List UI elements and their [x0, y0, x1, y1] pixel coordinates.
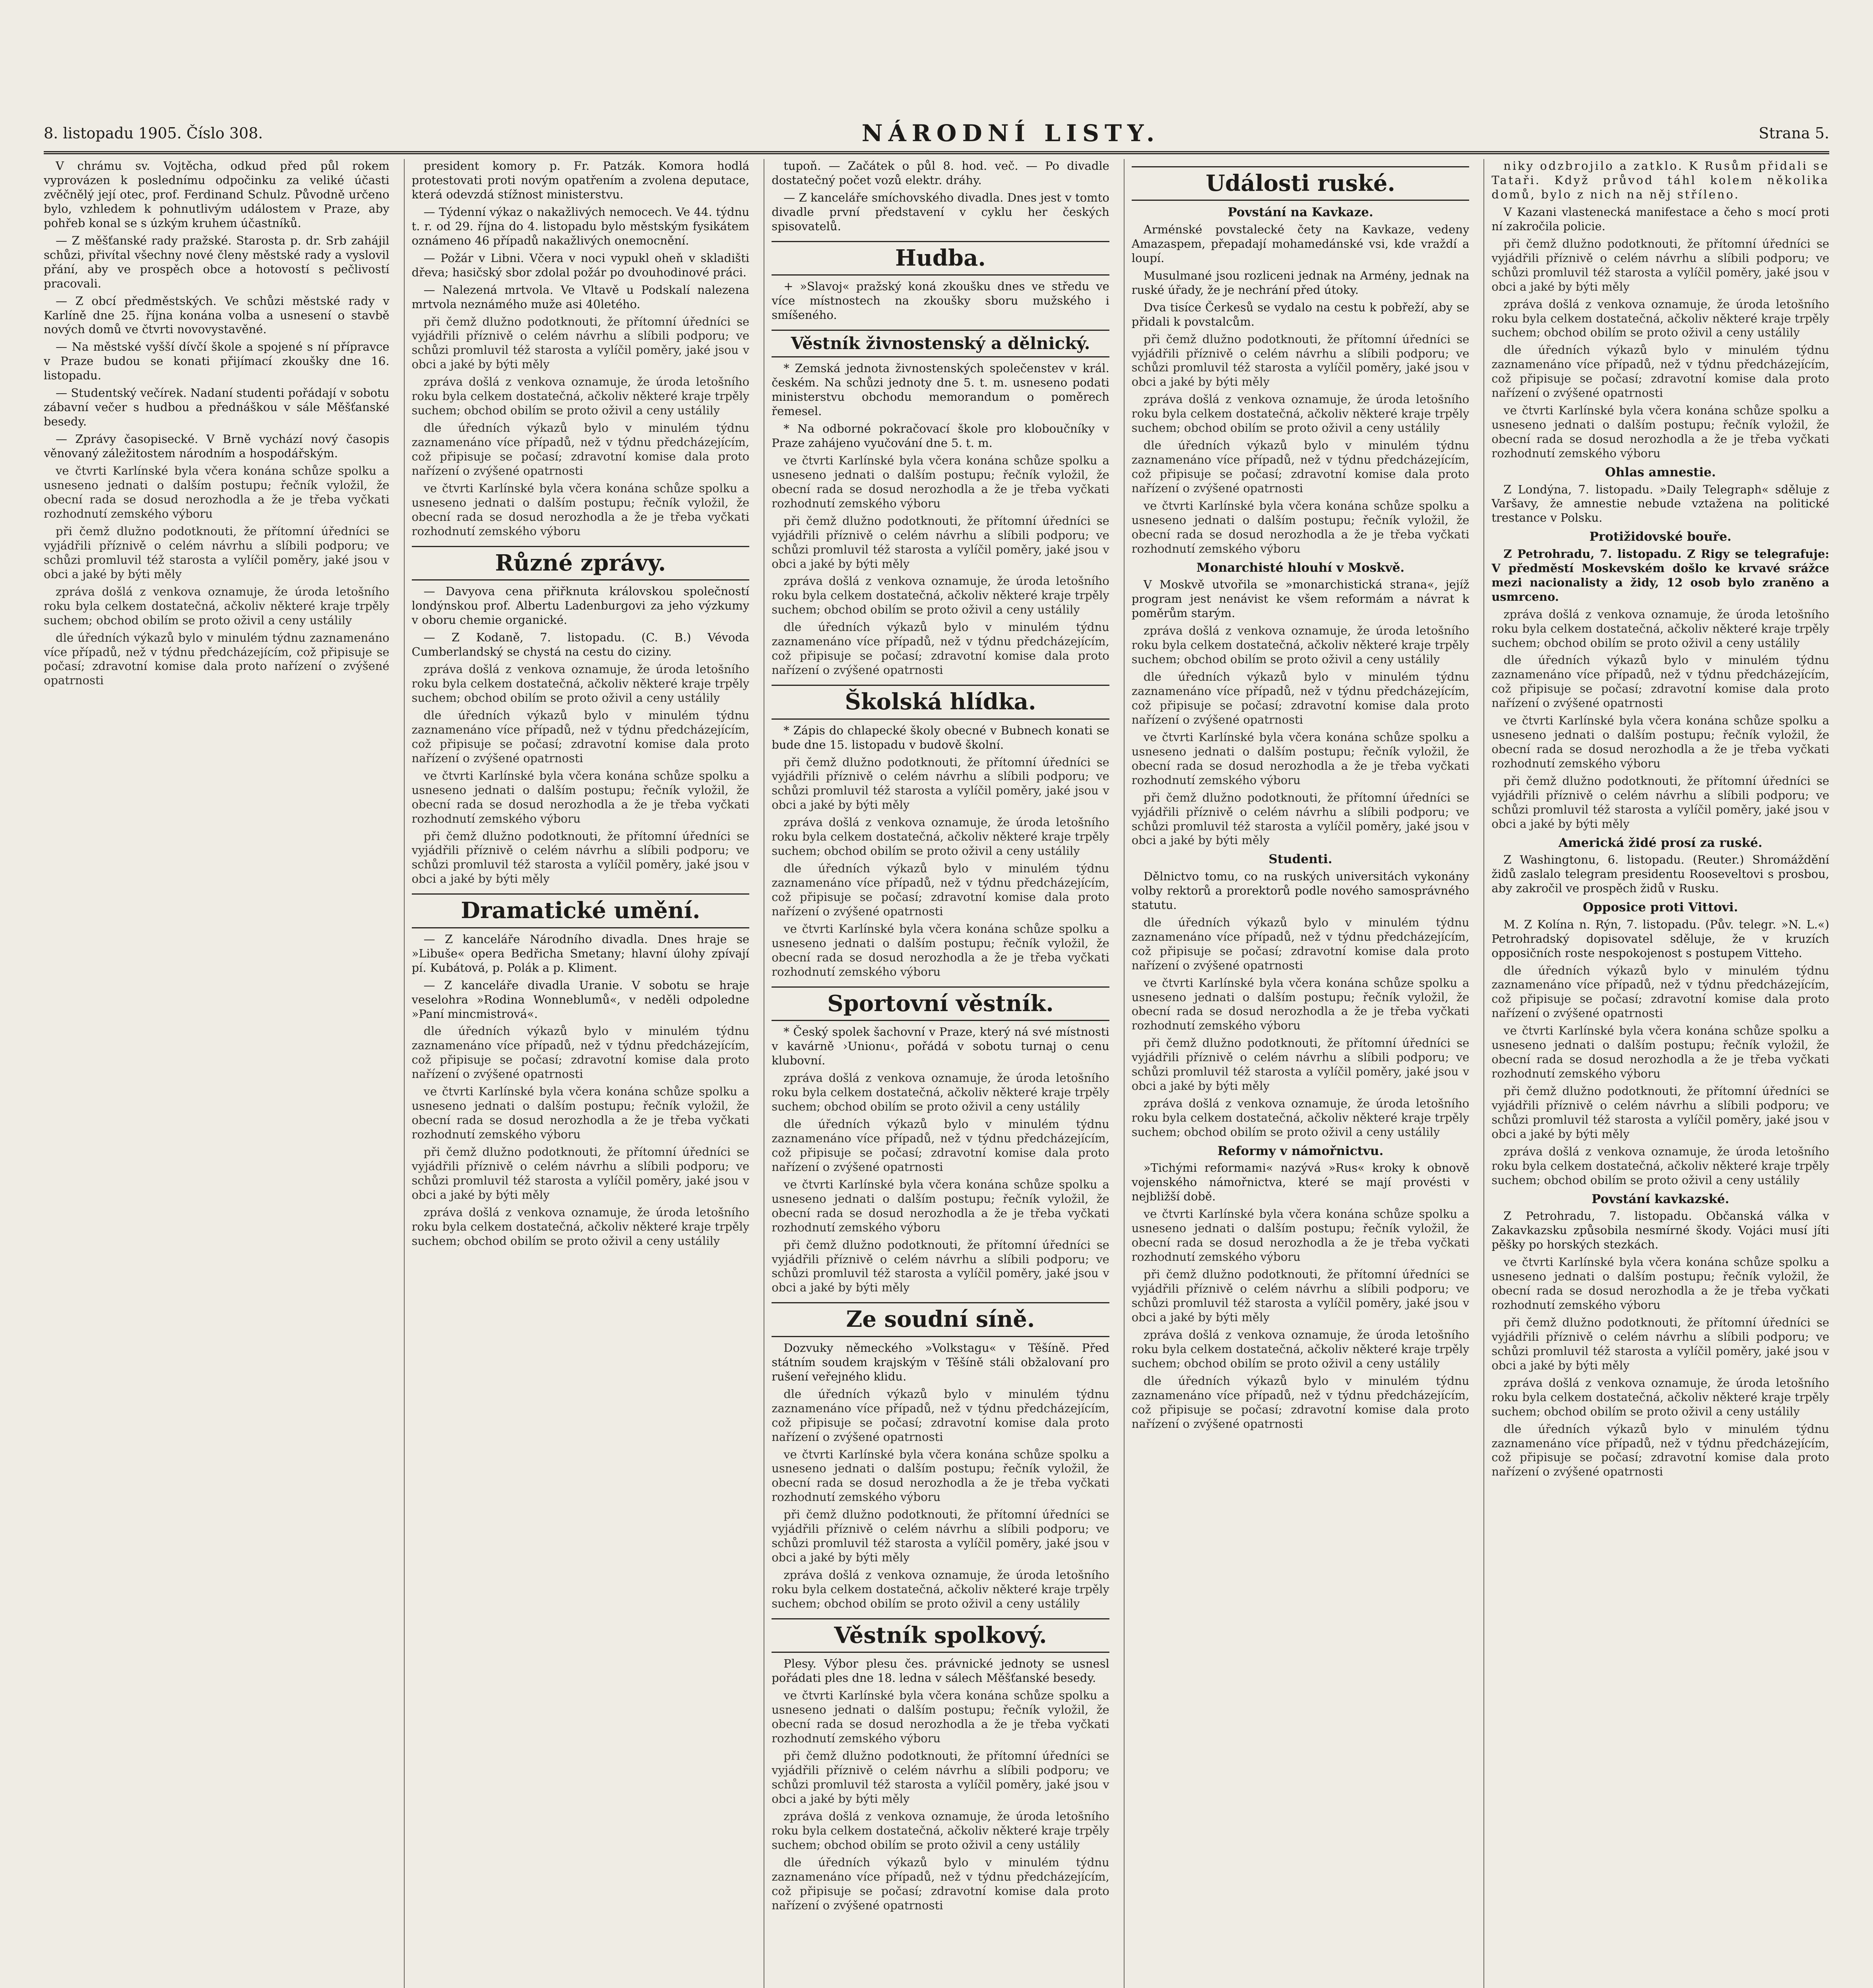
masthead	[44, 115, 1829, 154]
subheading: Studenti.	[1268, 852, 1332, 867]
article-paragraph: president komory p. Fr. Patzák. Komora hodlá protestovati proti novým opatřením a zvolena deputace, která odevzdá stížnost ministerstvu.	[411, 159, 750, 201]
filler-text	[1491, 608, 1829, 831]
body-paragraph: při čemž dlužno podotknouti, že přítomní úředníci se vyjádřili příznivě o celém návrhu a slíbili podporu; ve schůzi promluvil též starosta a vylíčil poměry, jaké jsou v obci a jaké by býti měly	[772, 1508, 1109, 1565]
body-paragraph: dle úředních výkazů bylo v minulém týdnu zaznamenáno více případů, než v týdnu předcházejícím, což připisuje se počasí; zdravotní komise dala proto nařízení o zvýšené opatrnosti	[44, 631, 390, 687]
columns	[44, 159, 1829, 1988]
filler-text	[44, 464, 390, 688]
body-paragraph: ve čtvrti Karlínské byla včera konána schůze spolku a usneseno jednati o dalším postupu; řečník vyložil, že obecní rada se dosud nerozhodla a že je třeba vyčkati rozhodnutí zemského výboru	[411, 1085, 750, 1142]
article-paragraph: — Požár v Libni. Včera v noci vypukl oheň v skladišti dřeva; hasičský sbor zdolal požár po dvouhodinové práci.	[411, 251, 750, 279]
section-title-ze-soudni-sine: Ze soudní síně.	[772, 1302, 1109, 1337]
filler-text	[412, 662, 750, 886]
body-paragraph: dle úředních výkazů bylo v minulém týdnu zaznamenáno více případů, než v týdnu předcházejícím, což připisuje se počasí; zdravotní komise dala proto nařízení o zvýšené opatrnosti	[1131, 915, 1470, 972]
subheading: Ohlas amnestie.	[1605, 465, 1716, 480]
filler-text	[412, 315, 750, 539]
body-paragraph: při čemž dlužno podotknouti, že přítomní úředníci se vyjádřili příznivě o celém návrhu a slíbili podporu; ve schůzi promluvil též starosta a vylíčil poměry, jaké jsou v obci a jaké by býti měly	[411, 829, 750, 886]
body-paragraph: dle úředních výkazů bylo v minulém týdnu zaznamenáno více případů, než v týdnu předcházejícím, což připisuje se počasí; zdravotní komise dala proto nařízení o zvýšené opatrnosti	[411, 421, 750, 478]
body-paragraph: zpráva došlá z venkova oznamuje, že úroda letošního roku byla celkem dostatečná, ačkoliv některé kraje trpěly suchem; obchod obilím se proto oživil a ceny ustálily	[1491, 607, 1829, 650]
body-paragraph: dle úředních výkazů bylo v minulém týdnu zaznamenáno více případů, než v týdnu předcházejícím, což připisuje se počasí; zdravotní komise dala proto nařízení o zvýšené opatrnosti	[772, 862, 1109, 918]
subheading: Povstání kavkazské.	[1592, 1192, 1730, 1206]
filler-text	[1132, 332, 1470, 556]
section-title-dramaticke-umeni: Dramatické umění.	[412, 893, 750, 928]
body-paragraph: ve čtvrti Karlínské byla včera konána schůze spolku a usneseno jednati o dalším postupu; řečník vyložil, že obecní rada se dosud nerozhodla a že je třeba vyčkati rozhodnutí zemského výboru	[1491, 1255, 1829, 1312]
body-paragraph: při čemž dlužno podotknouti, že přítomní úředníci se vyjádřili příznivě o celém návrhu a slíbili podporu; ve schůzi promluvil též starosta a vylíčil poměry, jaké jsou v obci a jaké by býti měly	[1131, 1268, 1470, 1324]
body-paragraph: dle úředních výkazů bylo v minulém týdnu zaznamenáno více případů, než v týdnu předcházejícím, což připisuje se počasí; zdravotní komise dala proto nařízení o zvýšené opatrnosti	[1131, 670, 1470, 726]
filler-text	[772, 755, 1109, 979]
body-paragraph: zpráva došlá z venkova oznamuje, že úroda letošního roku byla celkem dostatečná, ačkoliv některé kraje trpěly suchem; obchod obilím se proto oživil a ceny ustálily	[772, 574, 1109, 617]
filler-text	[772, 1387, 1109, 1611]
body-paragraph: při čemž dlužno podotknouti, že přítomní úředníci se vyjádřili příznivě o celém návrhu a slíbili podporu; ve schůzi promluvil též starosta a vylíčil poměry, jaké jsou v obci a jaké by býti měly	[1131, 332, 1470, 389]
filler-text	[1132, 1207, 1470, 1431]
body-paragraph: dle úředních výkazů bylo v minulém týdnu zaznamenáno více případů, než v týdnu předcházejícím, což připisuje se počasí; zdravotní komise dala proto nařízení o zvýšené opatrnosti	[1491, 1422, 1829, 1479]
column-2	[404, 159, 750, 1988]
column-3	[764, 159, 1109, 1988]
body-paragraph: zpráva došlá z venkova oznamuje, že úroda letošního roku byla celkem dostatečná, ačkoliv některé kraje trpěly suchem; obchod obilím se proto oživil a ceny ustálily	[1131, 1328, 1470, 1370]
body-paragraph: zpráva došlá z venkova oznamuje, že úroda letošního roku byla celkem dostatečná, ačkoliv některé kraje trpěly suchem; obchod obilím se proto oživil a ceny ustálily	[772, 1568, 1109, 1611]
filler-text	[1491, 964, 1829, 1188]
article-paragraph: * Zápis do chlapecké školy obecné v Bubnech konati se bude dne 15. listopadu v budově školní.	[772, 723, 1109, 751]
article-paragraph: Z Petrohradu, 7. listopadu. Občanská válka v Zakavkazsku způsobila nesmírné škody. Vojáci musí jíti pěšky po horských stezkách.	[1491, 1209, 1829, 1252]
section-title-hudba: Hudba.	[772, 241, 1109, 276]
body-paragraph: zpráva došlá z venkova oznamuje, že úroda letošního roku byla celkem dostatečná, ačkoliv některé kraje trpěly suchem; obchod obilím se proto oživil a ceny ustálily	[772, 1809, 1109, 1852]
section-title-skolska-hlidka: Školská hlídka.	[772, 685, 1109, 719]
article-paragraph: »Tichými reformami« nazývá »Rus« kroky k obnově vojenského námořnictva, které se mají provésti v nejbližší době.	[1131, 1161, 1470, 1204]
body-paragraph: zpráva došlá z venkova oznamuje, že úroda letošního roku byla celkem dostatečná, ačkoliv některé kraje trpěly suchem; obchod obilím se proto oživil a ceny ustálily	[1131, 624, 1470, 666]
body-paragraph: při čemž dlužno podotknouti, že přítomní úředníci se vyjádřili příznivě o celém návrhu a slíbili podporu; ve schůzi promluvil též starosta a vylíčil poměry, jaké jsou v obci a jaké by býti měly	[1131, 790, 1470, 847]
body-paragraph: dle úředních výkazů bylo v minulém týdnu zaznamenáno více případů, než v týdnu předcházejícím, což připisuje se počasí; zdravotní komise dala proto nařízení o zvýšené opatrnosti	[1491, 653, 1829, 710]
article-paragraph: — Z měšťanské rady pražské. Starosta p. dr. Srb zahájil schůzi, přivítal všechny nové členy městské rady a vyslovil přání, aby ve prospěch obce a hotovostí s pečlivostí pracovali.	[44, 233, 390, 290]
subheading: Protižidovské bouře.	[1589, 530, 1731, 544]
body-paragraph: ve čtvrti Karlínské byla včera konána schůze spolku a usneseno jednati o dalším postupu; řečník vyložil, že obecní rada se dosud nerozhodla a že je třeba vyčkati rozhodnutí zemského výboru	[772, 1689, 1109, 1745]
article-paragraph: — Z obcí předměstských. Ve schůzi městské rady v Karlíně dne 25. října konána volba a usnesení o stavbě nových domů ve čtvrti novovystavěné.	[44, 294, 390, 336]
article-paragraph: — Týdenní výkaz o nakažlivých nemocech. Ve 44. týdnu t. r. od 29. října do 4. listopadu bylo městským fysikátem oznámeno 46 případů nakažlivých onemocnění.	[411, 205, 750, 247]
body-paragraph: ve čtvrti Karlínské byla včera konána schůze spolku a usneseno jednati o dalším postupu; řečník vyložil, že obecní rada se dosud nerozhodla a že je třeba vyčkati rozhodnutí zemského výboru	[772, 453, 1109, 510]
filler-text	[1132, 916, 1470, 1140]
article-paragraph: niky odzbrojilo a zatklo. K Rusům přidali se Tataři. Když průvod táhl kolem několika domů, bylo z nich na něj stříleno.	[1491, 159, 1829, 201]
body-paragraph: zpráva došlá z venkova oznamuje, že úroda letošního roku byla celkem dostatečná, ačkoliv některé kraje trpěly suchem; obchod obilím se proto oživil a ceny ustálily	[1131, 1097, 1470, 1139]
column-4	[1124, 159, 1470, 1988]
body-paragraph: ve čtvrti Karlínské byla včera konána schůze spolku a usneseno jednati o dalším postupu; řečník vyložil, že obecní rada se dosud nerozhodla a že je třeba vyčkati rozhodnutí zemského výboru	[1131, 1207, 1470, 1264]
body-paragraph: zpráva došlá z venkova oznamuje, že úroda letošního roku byla celkem dostatečná, ačkoliv některé kraje trpěly suchem; obchod obilím se proto oživil a ceny ustálily	[411, 662, 750, 705]
article-paragraph: — Davyova cena přiřknuta královskou společností londýnskou prof. Albertu Ladenburgovi za jeho výzkumy v oboru chemie organické.	[411, 584, 750, 627]
body-paragraph: při čemž dlužno podotknouti, že přítomní úředníci se vyjádřili příznivě o celém návrhu a slíbili podporu; ve schůzi promluvil též starosta a vylíčil poměry, jaké jsou v obci a jaké by býti měly	[411, 1145, 750, 1202]
body-paragraph: při čemž dlužno podotknouti, že přítomní úředníci se vyjádřili příznivě o celém návrhu a slíbili podporu; ve schůzi promluvil též starosta a vylíčil poměry, jaké jsou v obci a jaké by býti měly	[44, 524, 390, 581]
article-paragraph: M. Z Kolína n. Rýn, 7. listopadu. (Pův. telegr. »N. L.«) Petrohradský dopisovatel sděluje, že v kruzích opposičních roste nespokojenost s postupem Vitteho.	[1491, 917, 1829, 960]
filler-text	[1132, 624, 1470, 848]
body-paragraph: ve čtvrti Karlínské byla včera konána schůze spolku a usneseno jednati o dalším postupu; řečník vyložil, že obecní rada se dosud nerozhodla a že je třeba vyčkati rozhodnutí zemského výboru	[1131, 499, 1470, 555]
section-title-udalosti-ruske: Události ruské.	[1132, 166, 1470, 201]
article-paragraph: — Nalezená mrtvola. Ve Vltavě u Podskalí nalezena mrtvola neznámého muže asi 40letého.	[411, 283, 750, 311]
body-paragraph: ve čtvrti Karlínské byla včera konána schůze spolku a usneseno jednati o dalším postupu; řečník vyložil, že obecní rada se dosud nerozhodla a že je třeba vyčkati rozhodnutí zemského výboru	[772, 1177, 1109, 1234]
article-paragraph: — Z kanceláře divadla Uranie. V sobotu se hraje veselohra »Rodina Wonneblumů«, v neděli odpoledne »Paní mincmistrová«.	[411, 978, 750, 1021]
body-paragraph: při čemž dlužno podotknouti, že přítomní úředníci se vyjádřili příznivě o celém návrhu a slíbili podporu; ve schůzi promluvil též starosta a vylíčil poměry, jaké jsou v obci a jaké by býti měly	[772, 1238, 1109, 1295]
section-title-sportovni-vestnik: Sportovní věstník.	[772, 986, 1109, 1021]
subheading: Americká židé prosí za ruské.	[1558, 835, 1762, 850]
body-paragraph: dle úředních výkazů bylo v minulém týdnu zaznamenáno více případů, než v týdnu předcházejícím, což připisuje se počasí; zdravotní komise dala proto nařízení o zvýšené opatrnosti	[1491, 343, 1829, 400]
article-paragraph: Arménské povstalecké čety na Kavkaze, vedeny Amazaspem, přepadají mohamedánské vsi, kde vraždí a loupí.	[1131, 222, 1470, 265]
article-paragraph: — Studentský večírek. Nadaní studenti pořádají v sobotu zábavní večer s hudbou a přednáškou v sále Měšťanské besedy.	[44, 386, 390, 429]
article-paragraph: Dva tisíce Čerkesů se vydalo na cestu k pobřeží, aby se přidali k povstalcům.	[1131, 300, 1470, 328]
body-paragraph: při čemž dlužno podotknouti, že přítomní úředníci se vyjádřili příznivě o celém návrhu a slíbili podporu; ve schůzi promluvil též starosta a vylíčil poměry, jaké jsou v obci a jaké by býti měly	[772, 514, 1109, 571]
subheading: Povstání na Kavkaze.	[1227, 205, 1373, 220]
issue-date: 8. listopadu 1905. Číslo 308.	[44, 124, 263, 142]
body-paragraph: zpráva došlá z venkova oznamuje, že úroda letošního roku byla celkem dostatečná, ačkoliv některé kraje trpěly suchem; obchod obilím se proto oživil a ceny ustálily	[1131, 392, 1470, 435]
subheading: Monarchisté hlouhí v Moskvě.	[1196, 560, 1405, 575]
article-paragraph: V chrámu sv. Vojtěcha, odkud před půl rokem vyprovázen k poslednímu odpočinku za veliké účasti zvěčnělý její otec, prof. Ferdinand Schulz. Původně určeno bylo, vzhledem k pohnutlivým událostem v Praze, aby pohřeb konal se s úzkým kruhem účastníků.	[44, 159, 390, 230]
body-paragraph: při čemž dlužno podotknouti, že přítomní úředníci se vyjádřili příznivě o celém návrhu a slíbili podporu; ve schůzi promluvil též starosta a vylíčil poměry, jaké jsou v obci a jaké by býti měly	[772, 755, 1109, 812]
body-paragraph: zpráva došlá z venkova oznamuje, že úroda letošního roku byla celkem dostatečná, ačkoliv některé kraje trpěly suchem; obchod obilím se proto oživil a ceny ustálily	[1491, 1144, 1829, 1187]
body-paragraph: zpráva došlá z venkova oznamuje, že úroda letošního roku byla celkem dostatečná, ačkoliv některé kraje trpěly suchem; obchod obilím se proto oživil a ceny ustálily	[1491, 1376, 1829, 1418]
body-paragraph: ve čtvrti Karlínské byla včera konána schůze spolku a usneseno jednati o dalším postupu; řečník vyložil, že obecní rada se dosud nerozhodla a že je třeba vyčkati rozhodnutí zemského výboru	[1491, 404, 1829, 460]
body-paragraph: ve čtvrti Karlínské byla včera konána schůze spolku a usneseno jednati o dalším postupu; řečník vyložil, že obecní rada se dosud nerozhodla a že je třeba vyčkati rozhodnutí zemského výboru	[1491, 714, 1829, 771]
article-paragraph: Dozvuky německého »Volkstagu« v Těšíně. Před státním soudem krajským v Těšíně stáli obžalovaní pro rušení veřejného klidu.	[772, 1341, 1109, 1383]
body-paragraph: dle úředních výkazů bylo v minulém týdnu zaznamenáno více případů, než v týdnu předcházejícím, což připisuje se počasí; zdravotní komise dala proto nařízení o zvýšené opatrnosti	[411, 708, 750, 765]
article-paragraph: V Kazani vlastenecká manifestace a čeho s mocí proti ní zakročila policie.	[1491, 205, 1829, 233]
article-paragraph: — Z kanceláře Národního divadla. Dnes hraje se »Libuše« opera Bedřicha Smetany; hlavní úlohy zpívají pí. Kubátová, p. Polák a p. Kliment.	[411, 932, 750, 975]
filler-text	[412, 1024, 750, 1248]
subheading: Opposice proti Vittovi.	[1582, 900, 1738, 915]
body-paragraph: ve čtvrti Karlínské byla včera konána schůze spolku a usneseno jednati o dalším postupu; řečník vyložil, že obecní rada se dosud nerozhodla a že je třeba vyčkati rozhodnutí zemského výboru	[1131, 730, 1470, 787]
article-paragraph: tupoň. — Začátek o půl 8. hod. več. — Po divadle dostatečný počet vozů elektr. dráhy.	[772, 159, 1109, 187]
body-paragraph: zpráva došlá z venkova oznamuje, že úroda letošního roku byla celkem dostatečná, ačkoliv některé kraje trpěly suchem; obchod obilím se proto oživil a ceny ustálily	[411, 1205, 750, 1248]
body-paragraph: při čemž dlužno podotknouti, že přítomní úředníci se vyjádřili příznivě o celém návrhu a slíbili podporu; ve schůzi promluvil též starosta a vylíčil poměry, jaké jsou v obci a jaké by býti měly	[1131, 1036, 1470, 1093]
article-paragraph: Musulmané jsou rozliceni jednak na Armény, jednak na ruské úřady, že je nechrání před útoky.	[1131, 268, 1470, 297]
body-paragraph: zpráva došlá z venkova oznamuje, že úroda letošního roku byla celkem dostatečná, ačkoliv některé kraje trpěly suchem; obchod obilím se proto oživil a ceny ustálily	[411, 375, 750, 417]
section-title-ruzne-zpravy: Různé zprávy.	[412, 546, 750, 580]
article-paragraph: * Zemská jednota živnostenských společenstev v král. českém. Na schůzi jednoty dne 5. t. m. usneseno podati ministerstvu obchodu memorandum o poměrech řemesel.	[772, 361, 1109, 418]
body-paragraph: při čemž dlužno podotknouti, že přítomní úředníci se vyjádřili příznivě o celém návrhu a slíbili podporu; ve schůzi promluvil též starosta a vylíčil poměry, jaké jsou v obci a jaké by býti měly	[1491, 1084, 1829, 1141]
article-paragraph: Z Londýna, 7. listopadu. »Daily Telegraph« sděluje z Varšavy, že amnestie nebude vztažena na politické trestance v Polsku.	[1491, 482, 1829, 525]
body-paragraph: dle úředních výkazů bylo v minulém týdnu zaznamenáno více případů, než v týdnu předcházejícím, což připisuje se počasí; zdravotní komise dala proto nařízení o zvýšené opatrnosti	[772, 1855, 1109, 1912]
section-title-vestnik-zivnostensky: Věstník živnostenský a dělnický.	[772, 330, 1109, 357]
body-paragraph: ve čtvrti Karlínské byla včera konána schůze spolku a usneseno jednati o dalším postupu; řečník vyložil, že obecní rada se dosud nerozhodla a že je třeba vyčkati rozhodnutí zemského výboru	[772, 922, 1109, 978]
body-paragraph: při čemž dlužno podotknouti, že přítomní úředníci se vyjádřili příznivě o celém návrhu a slíbili podporu; ve schůzi promluvil též starosta a vylíčil poměry, jaké jsou v obci a jaké by býti měly	[1491, 774, 1829, 831]
body-paragraph: zpráva došlá z venkova oznamuje, že úroda letošního roku byla celkem dostatečná, ačkoliv některé kraje trpěly suchem; obchod obilím se proto oživil a ceny ustálily	[772, 815, 1109, 858]
article-paragraph: — Na městské vyšší dívčí škole a spojené s ní přípravce v Praze budou se konati přijímací zkoušky dne 16. listopadu.	[44, 340, 390, 382]
body-paragraph: při čemž dlužno podotknouti, že přítomní úředníci se vyjádřili příznivě o celém návrhu a slíbili podporu; ve schůzi promluvil též starosta a vylíčil poměry, jaké jsou v obci a jaké by býti měly	[772, 1749, 1109, 1806]
article-paragraph: — Z Kodaně, 7. listopadu. (C. B.) Vévoda Cumberlandský se chystá na cestu do ciziny.	[411, 631, 750, 659]
body-paragraph: zpráva došlá z venkova oznamuje, že úroda letošního roku byla celkem dostatečná, ačkoliv některé kraje trpěly suchem; obchod obilím se proto oživil a ceny ustálily	[44, 584, 390, 627]
article-paragraph: — Z kanceláře smíchovského divadla. Dnes jest v tomto divadle první představení v cyklu her českých spisovatelů.	[772, 190, 1109, 233]
body-paragraph: zpráva došlá z venkova oznamuje, že úroda letošního roku byla celkem dostatečná, ačkoliv některé kraje trpěly suchem; obchod obilím se proto oživil a ceny ustálily	[772, 1071, 1109, 1113]
body-paragraph: při čemž dlužno podotknouti, že přítomní úředníci se vyjádřili příznivě o celém návrhu a slíbili podporu; ve schůzi promluvil též starosta a vylíčil poměry, jaké jsou v obci a jaké by býti měly	[1491, 1315, 1829, 1372]
body-paragraph: zpráva došlá z venkova oznamuje, že úroda letošního roku byla celkem dostatečná, ačkoliv některé kraje trpěly suchem; obchod obilím se proto oživil a ceny ustálily	[1491, 297, 1829, 340]
body-paragraph: dle úředních výkazů bylo v minulém týdnu zaznamenáno více případů, než v týdnu předcházejícím, což připisuje se počasí; zdravotní komise dala proto nařízení o zvýšené opatrnosti	[772, 620, 1109, 677]
body-paragraph: ve čtvrti Karlínské byla včera konána schůze spolku a usneseno jednati o dalším postupu; řečník vyložil, že obecní rada se dosud nerozhodla a že je třeba vyčkati rozhodnutí zemského výboru	[411, 769, 750, 825]
column-5	[1483, 159, 1829, 1988]
article-paragraph: V Moskvě utvořila se »monarchistická strana«, jejíž program jest nenávist ke všem reformám a návrat k poměrům starým.	[1131, 578, 1470, 620]
filler-text	[772, 1071, 1109, 1295]
body-paragraph: ve čtvrti Karlínské byla včera konána schůze spolku a usneseno jednati o dalším postupu; řečník vyložil, že obecní rada se dosud nerozhodla a že je třeba vyčkati rozhodnutí zemského výboru	[772, 1447, 1109, 1504]
section-title-vestnik-spolkovy: Věstník spolkový.	[772, 1618, 1109, 1653]
filler-text	[772, 454, 1109, 678]
filler-text	[1491, 237, 1829, 461]
body-paragraph: dle úředních výkazů bylo v minulém týdnu zaznamenáno více případů, než v týdnu předcházejícím, což připisuje se počasí; zdravotní komise dala proto nařízení o zvýšené opatrnosti	[772, 1117, 1109, 1174]
article-paragraph: Z Washingtonu, 6. listopadu. (Reuter.) Shromáždění židů zaslalo telegram presidentu Rooseveltovi s prosbou, aby zakročil ve prospěch židů v Rusku.	[1491, 853, 1829, 895]
body-paragraph: dle úředních výkazů bylo v minulém týdnu zaznamenáno více případů, než v týdnu předcházejícím, což připisuje se počasí; zdravotní komise dala proto nařízení o zvýšené opatrnosti	[1491, 963, 1829, 1020]
filler-text	[772, 1689, 1109, 1912]
article-paragraph: Plesy. Výbor plesu čes. právnické jednoty se usnesl pořádati ples dne 18. ledna v sálech Měšťanské besedy.	[772, 1657, 1109, 1685]
newspaper-title: NÁRODNÍ LISTY.	[861, 120, 1160, 147]
article-paragraph: * Český spolek šachovní v Praze, který ná své místnosti v kavárně ›Unionu‹, pořádá v sobotu turnaj o cenu klubovní.	[772, 1025, 1109, 1068]
body-paragraph: ve čtvrti Karlínské byla včera konána schůze spolku a usneseno jednati o dalším postupu; řečník vyložil, že obecní rada se dosud nerozhodla a že je třeba vyčkati rozhodnutí zemského výboru	[411, 481, 750, 538]
column-1	[44, 159, 390, 1988]
article-paragraph: — Zprávy časopisecké. V Brně vychází nový časopis věnovaný záležitostem národním a hospodářským.	[44, 432, 390, 460]
body-paragraph: dle úředních výkazů bylo v minulém týdnu zaznamenáno více případů, než v týdnu předcházejícím, což připisuje se počasí; zdravotní komise dala proto nařízení o zvýšené opatrnosti	[772, 1387, 1109, 1444]
article-paragraph: Dělnictvo tomu, co na ruských universitách vykonány volby rektorů a prorektorů podle nového samosprávného statutu.	[1131, 869, 1470, 912]
article-paragraph: * Na odborné pokračovací škole pro kloboučníky v Praze zahájeno vyučování dne 5. t. m.	[772, 421, 1109, 450]
body-paragraph: ve čtvrti Karlínské byla včera konána schůze spolku a usneseno jednati o dalším postupu; řečník vyložil, že obecní rada se dosud nerozhodla a že je třeba vyčkati rozhodnutí zemského výboru	[44, 464, 390, 520]
body-paragraph: ve čtvrti Karlínské byla včera konána schůze spolku a usneseno jednati o dalším postupu; řečník vyložil, že obecní rada se dosud nerozhodla a že je třeba vyčkati rozhodnutí zemského výboru	[1131, 976, 1470, 1033]
body-paragraph: při čemž dlužno podotknouti, že přítomní úředníci se vyjádřili příznivě o celém návrhu a slíbili podporu; ve schůzi promluvil též starosta a vylíčil poměry, jaké jsou v obci a jaké by býti měly	[1491, 237, 1829, 293]
body-paragraph: dle úředních výkazů bylo v minulém týdnu zaznamenáno více případů, než v týdnu předcházejícím, což připisuje se počasí; zdravotní komise dala proto nařízení o zvýšené opatrnosti	[1131, 1374, 1470, 1431]
body-paragraph: ve čtvrti Karlínské byla včera konána schůze spolku a usneseno jednati o dalším postupu; řečník vyložil, že obecní rada se dosud nerozhodla a že je třeba vyčkati rozhodnutí zemského výboru	[1491, 1024, 1829, 1081]
body-paragraph: dle úředních výkazů bylo v minulém týdnu zaznamenáno více případů, než v týdnu předcházejícím, což připisuje se počasí; zdravotní komise dala proto nařízení o zvýšené opatrnosti	[1131, 439, 1470, 495]
article-paragraph: + »Slavoj« pražský koná zkoušku dnes ve středu ve více místnostech na zkoušky sboru mužského i smíšeného.	[772, 280, 1109, 322]
page-number: Strana 5.	[1759, 124, 1829, 142]
body-paragraph: dle úředních výkazů bylo v minulém týdnu zaznamenáno více případů, než v týdnu předcházejícím, což připisuje se počasí; zdravotní komise dala proto nařízení o zvýšené opatrnosti	[411, 1024, 750, 1081]
subheading: Reformy v námořnictvu.	[1217, 1144, 1384, 1159]
body-paragraph: při čemž dlužno podotknouti, že přítomní úředníci se vyjádřili příznivě o celém návrhu a slíbili podporu; ve schůzi promluvil též starosta a vylíčil poměry, jaké jsou v obci a jaké by býti měly	[411, 315, 750, 371]
filler-text	[1491, 1255, 1829, 1479]
article-paragraph: Z Petrohradu, 7. listopadu. Z Rigy se telegrafuje: V předměstí Moskevském došlo ke krvavé srážce mezi nacionalisty a židy, 12 osob bylo zraněno a usmrceno.	[1491, 547, 1829, 604]
